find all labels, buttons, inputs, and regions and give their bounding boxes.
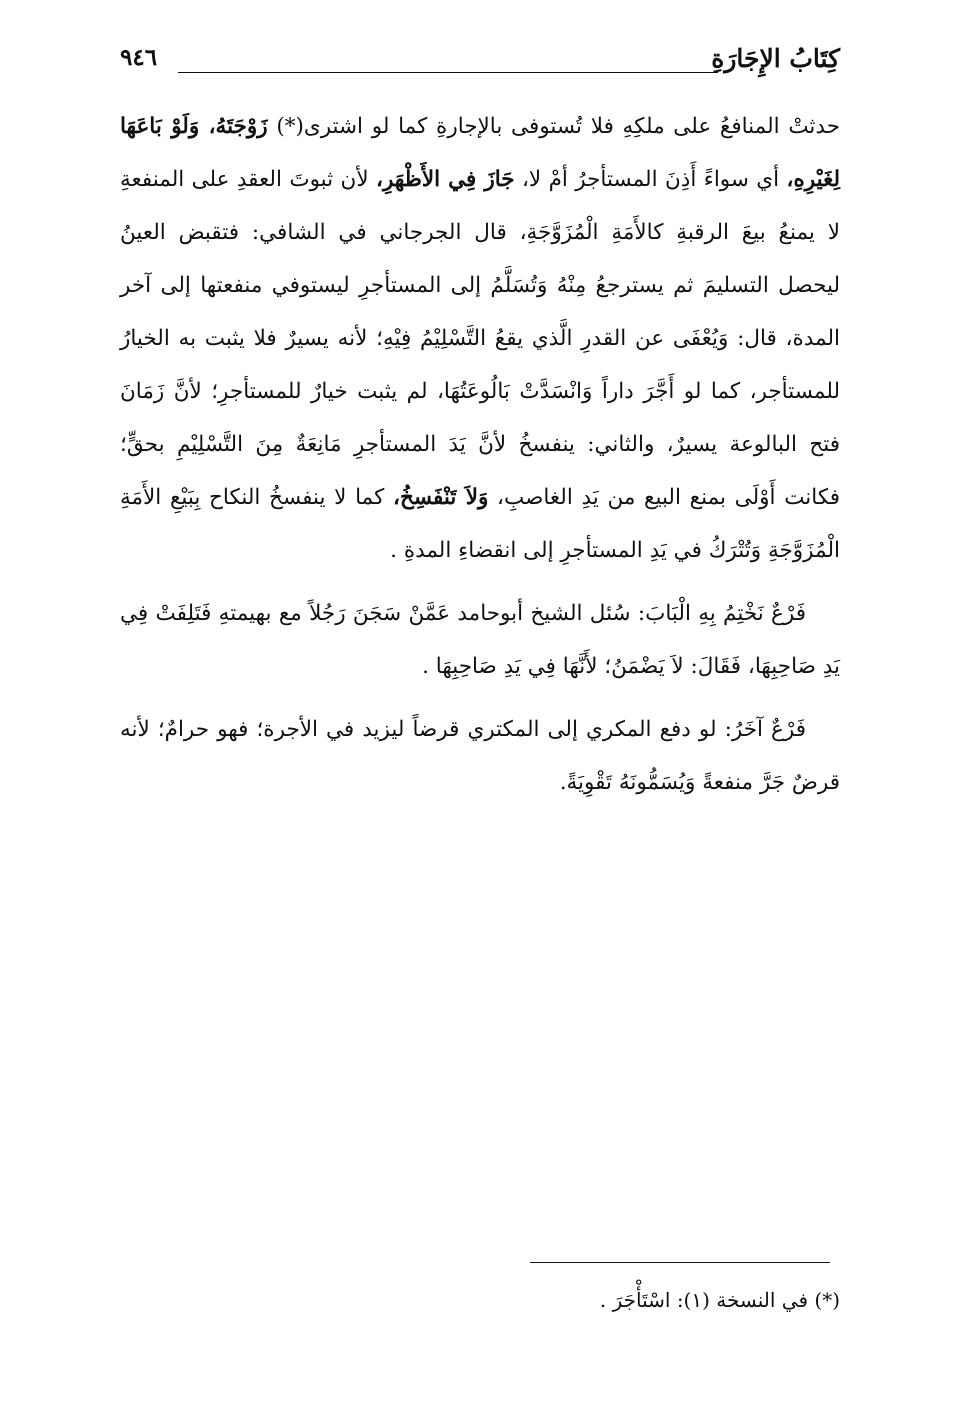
text-segment: كما لا ينفسخُ النكاح بِبَيْعِ الأَمَةِ الْمُزَوَّجَةِ وَتُتْرَكُ في يَدِ المستأجرِ إلى انقضاءِ المدةِ . xyxy=(120,485,840,563)
chapter-title: كِتَابُ الإِجَارَةِ xyxy=(711,44,840,73)
matn-segment: وَلاَ تَنْفَسِخُ، xyxy=(393,485,489,510)
header-rule xyxy=(178,72,718,73)
matn-segment: جَازَ فِي الأَظْهَرِ، xyxy=(376,167,515,192)
page-number: ٩٤٦ xyxy=(120,44,158,71)
text-segment: حدثتْ المنافعُ على ملكِهِ فلا تُستوفى بالإجارةِ كما لو اشترى(*) xyxy=(267,114,840,139)
footnote-rule xyxy=(530,1262,830,1263)
paragraph-main xyxy=(120,100,840,577)
text-segment: فَرْعٌ نَخْتِمُ بِهِ الْبَابَ: سُئل الشيخ أبوحامد عَمَّنْ سَجَنَ رَجُلاً مع بهيمتهِ فَتَلِفَتْ فِي يَدِ صَاحِبِهَا، فَقَالَ: لاَ يَضْمَنُ؛ لأَنَّهَا فِي يَدِ صَاحِبِهَا . xyxy=(120,601,840,679)
page-header xyxy=(120,44,840,84)
text-segment: أي سواءً أَذِنَ المستأجرُ أمْ لا، xyxy=(514,167,787,192)
paragraph-far-1 xyxy=(120,587,840,693)
main-text xyxy=(120,100,840,809)
paragraph-far-2 xyxy=(120,703,840,809)
footnote: (*) في النسخة (١): اسْتَأْجَرَ . xyxy=(599,1288,840,1312)
text-segment: فَرْعٌ آخَرُ: لو دفع المكري إلى المكتري قرضاً ليزيد في الأجرة؛ فهو حرامٌ؛ لأنه قرضٌ جَرَّ منفعةً وَيُسَمُّونَهُ تَقْوِيَةً. xyxy=(120,717,840,795)
matn-segment: زَوْجَتَهُ، وَلَوْ بَاعَهَا لِغَيْرِهِ، xyxy=(120,114,840,192)
text-segment: لأن ثبوتَ العقدِ على المنفعةِ لا يمنعُ بيعَ الرقبةِ كالأَمَةِ الْمُزَوَّجَةِ، قال الجرجاني في الشافي: فتقبض العينُ ليحصل التسليمَ ثم يسترجعُ مِنْهُ وَتُسَلَّمُ إلى المستأجرِ ليستوفي منفعتها إلى آخر المدة، قال: وَيُعْفَى عن القدرِ الَّذي يقعُ التَّسْلِيْمُ فِيْهِ؛ لأنه يسيرٌ فلا يثبت به الخيارُ للمستأجر، كما لو أَجَّرَ داراً وَانْسَدَّتْ بَالُوعَتُهَا، لم يثبت خيارٌ للمستأجرِ؛ لأنَّ زَمَانَ فتح البالوعة يسيرٌ، والثاني: ينفسخُ لأنَّ يَدَ المستأجرِ مَانِعَةٌ مِنَ التَّسْلِيْمِ بحقٍّ؛ فكانت أَوْلَى بمنع البيع من يَدِ الغاصبِ، xyxy=(120,167,840,510)
